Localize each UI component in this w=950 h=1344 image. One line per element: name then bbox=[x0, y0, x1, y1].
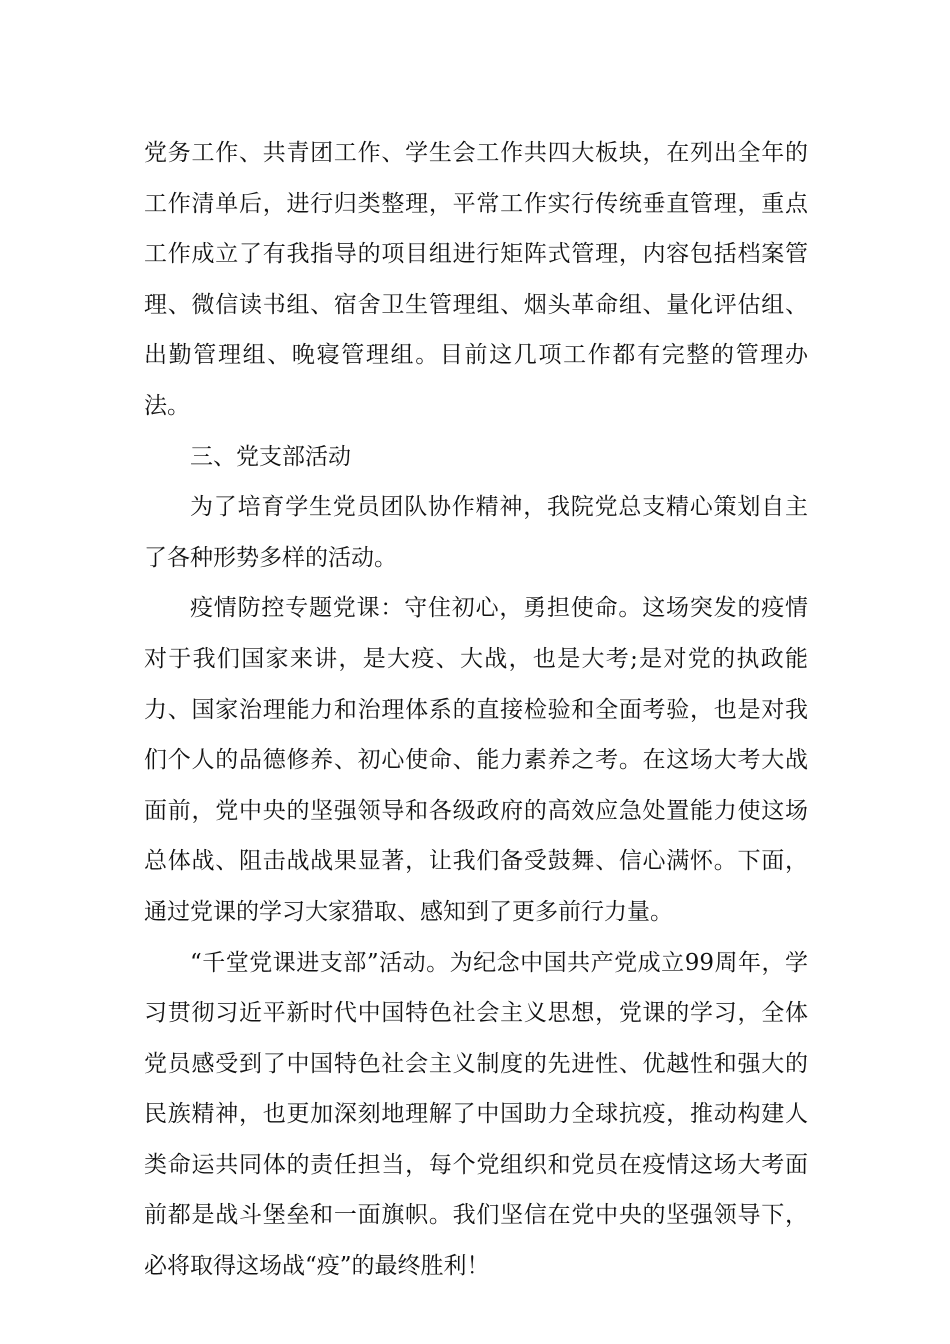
section-heading: 三、党支部活动 bbox=[190, 443, 351, 470]
paragraph-party-lesson-activity: “千堂党课进支部”活动。为纪念中国共产党成立99周年，学习贯彻习近平新时代中国特色社会主义思想，党课的学习，全体党员感受到了中国特色社会主义制度的先进性、优越性和强大的民族精神，也更加深刻地理解了中国助力全球抗疫，推动构建人类命运共同体的责任担当，每个党组织和党员在疫情这场大考面前都是战斗堡垒和一面旗帜。我们坚信在党中央的坚强领导下，必将取得这场战“疫”的最终胜利！ bbox=[144, 949, 808, 1280]
document-body bbox=[144, 128, 808, 1292]
paragraph-epidemic-lesson: 疫情防控专题党课：守住初心，勇担使命。这场突发的疫情对于我们国家来讲，是大疫、大战，也是大考;是对党的执政能力、国家治理能力和治理体系的直接检验和全面考验，也是对我们个人的品德修养、初心使命、能力素养之考。在这场大考大战面前，党中央的坚强领导和各级政府的高效应急处置能力使这场总体战、阻击战战果显著，让我们备受鼓舞、信心满怀。下面，通过党课的学习大家猎取、感知到了更多前行力量。 bbox=[144, 595, 808, 925]
paragraph-intro: 为了培育学生党员团队协作精神，我院党总支精心策划自主了各种形势多样的活动。 bbox=[144, 494, 808, 571]
paragraph-continued: 党务工作、共青团工作、学生会工作共四大板块，在列出全年的工作清单后，进行归类整理，平常工作实行传统垂直管理，重点工作成立了有我指导的项目组进行矩阵式管理，内容包括档案管理、微信读书组、宿舍卫生管理组、烟头革命组、量化评估组、出勤管理组、晚寝管理组。目前这几项工作都有完整的管理办法。 bbox=[144, 140, 808, 419]
